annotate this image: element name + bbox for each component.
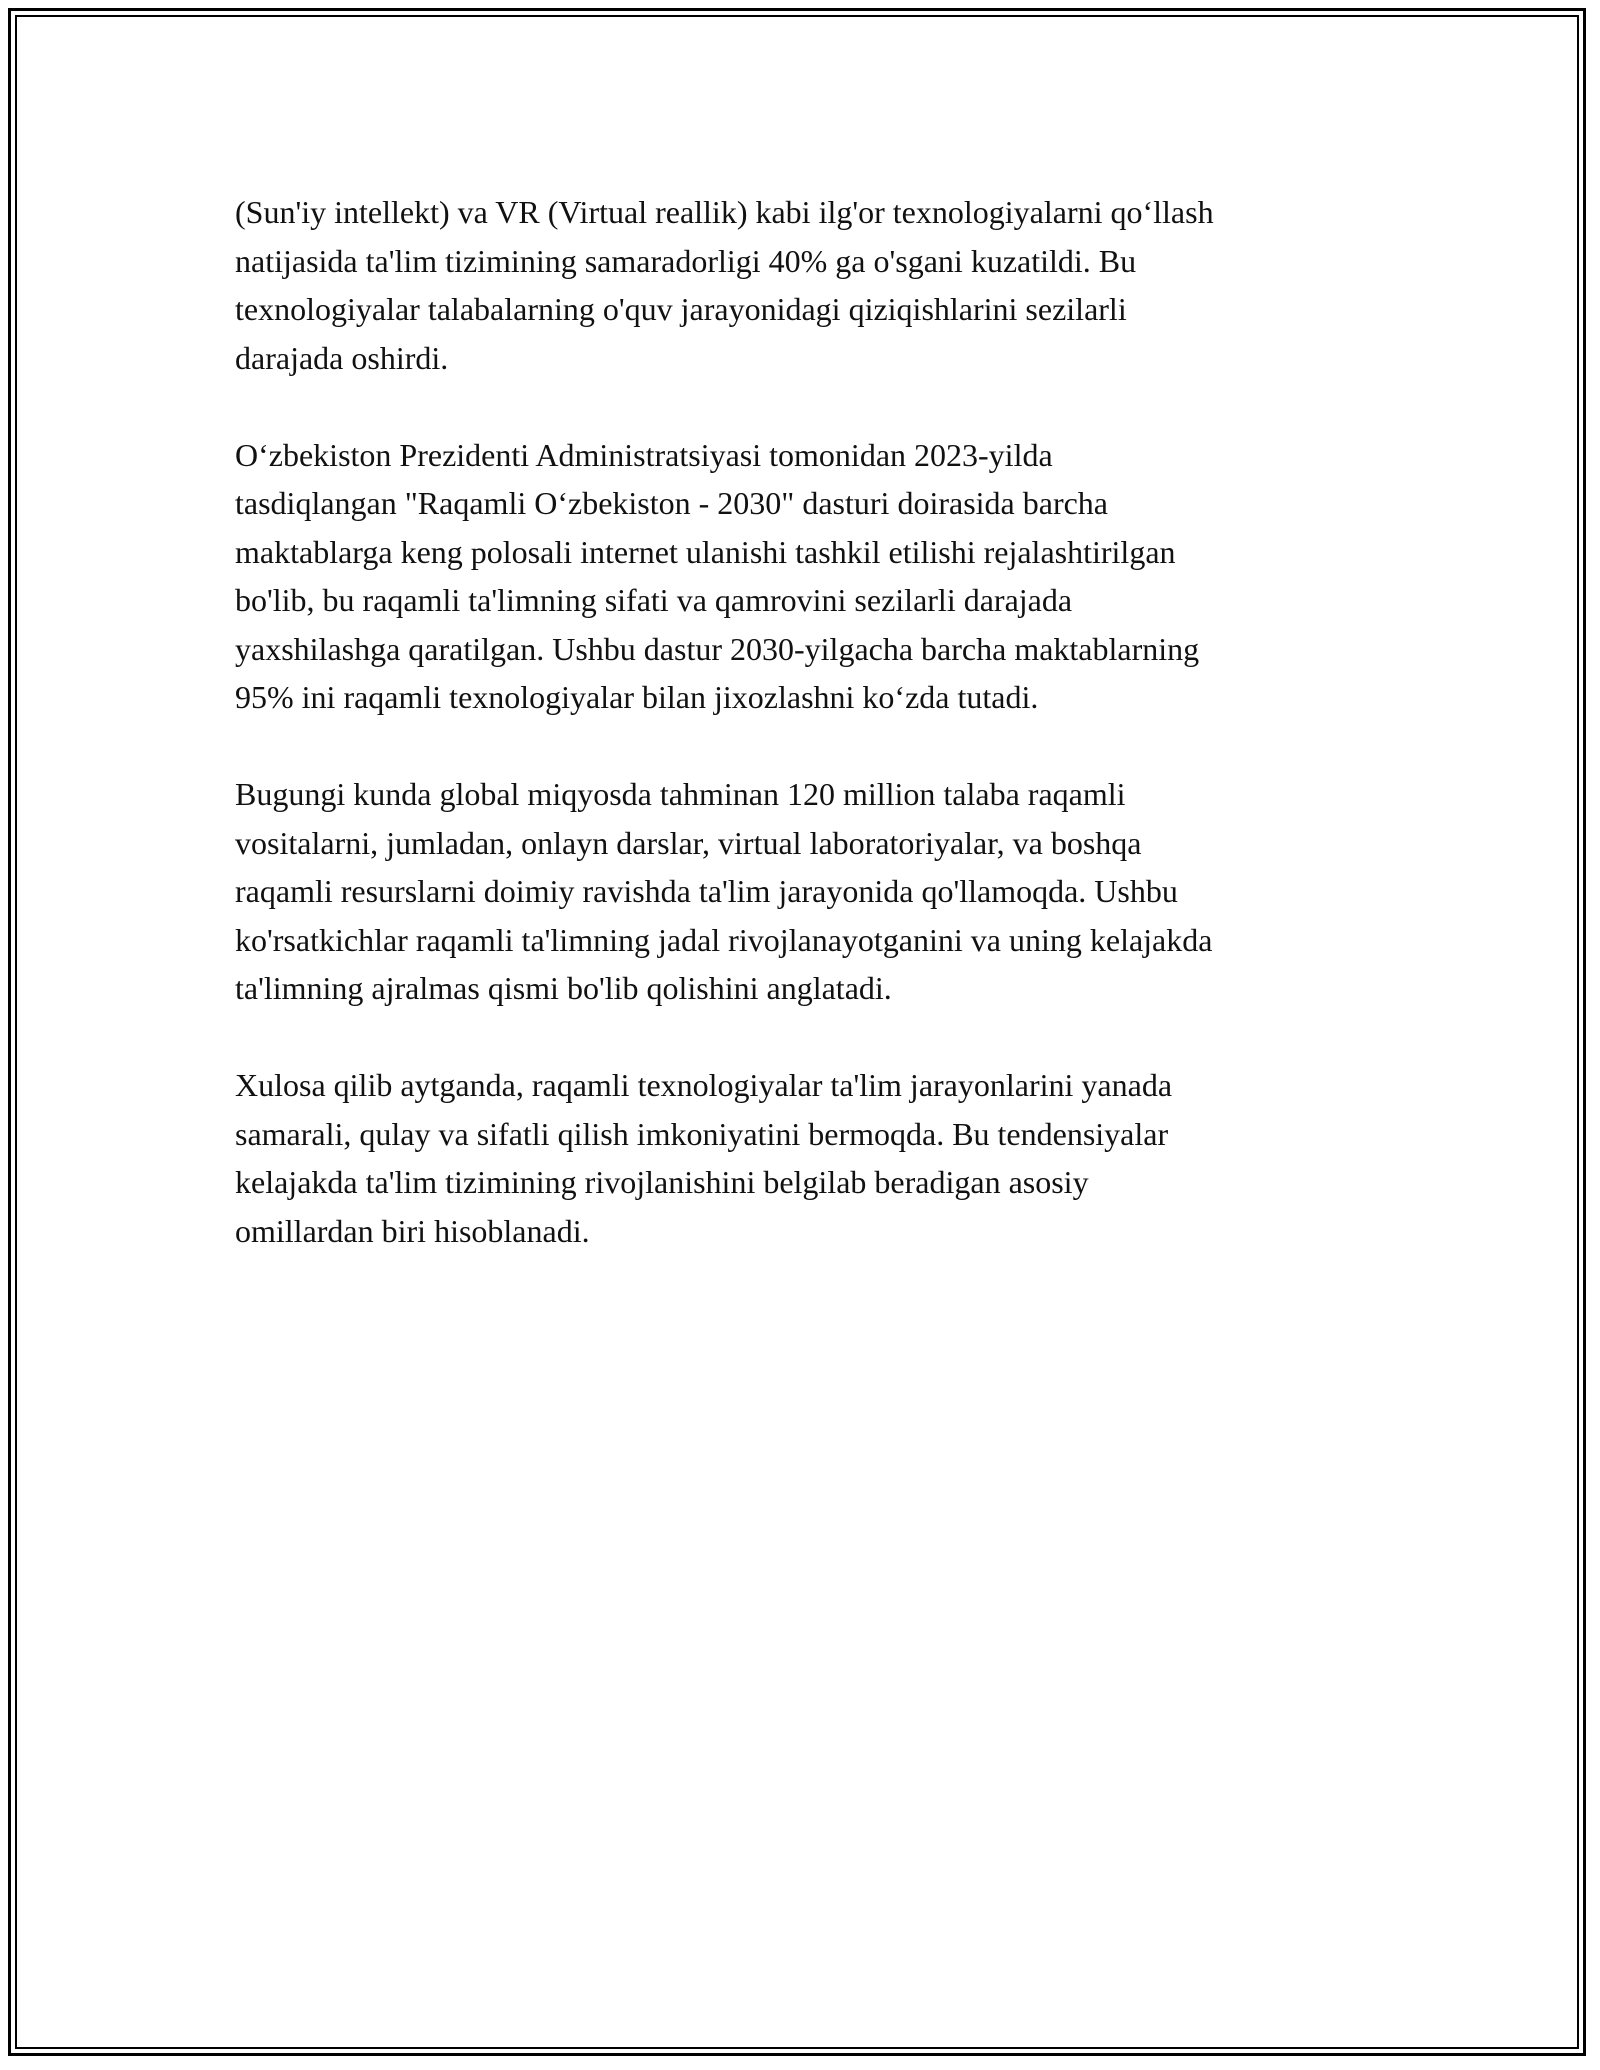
paragraph-3 xyxy=(235,770,1375,1013)
text-line: darajada oshirdi. xyxy=(235,339,449,376)
text-line: raqamli resurslarni doimiy ravishda ta'lim jarayonida qo'llamoqda. Ushbu xyxy=(235,873,1178,909)
text-line: (Sun'iy intellekt) va VR (Virtual reallik) kabi ilg'or texnologiyalarni qo‘llash xyxy=(235,194,1214,230)
text-line: maktablarga keng polosali internet ulanishi tashkil etilishi rejalashtirilgan xyxy=(235,533,1176,570)
text-line: Bugungi kunda global miqyosda tahminan 120 million talaba raqamli xyxy=(235,776,1126,812)
paragraph-2 xyxy=(235,431,1375,722)
text-line: Xulosa qilib aytganda, raqamli texnologiyalar ta'lim jarayonlarini yanada xyxy=(235,1067,1173,1103)
paragraph-4 xyxy=(235,1061,1375,1255)
text-line: yaxshilashga qaratilgan. Ushbu dastur 2030-yilgacha barcha maktablarning xyxy=(235,630,1200,667)
text-line: kelajakda ta'lim tizimining rivojlanishini belgilab beradigan asosiy xyxy=(235,1164,1089,1200)
text-line: samarali, qulay va sifatli qilish imkoniyatini bermoqda. Bu tendensiyalar xyxy=(235,1115,1169,1152)
text-line: bo'lib, bu raqamli ta'limning sifati va qamrovini sezilarli darajada xyxy=(235,582,1073,618)
document-body xyxy=(235,188,1375,1304)
text-line: ko'rsatkichlar raqamli ta'limning jadal rivojlanayotganini va uning kelajakda xyxy=(235,921,1213,958)
text-line: omillardan biri hisoblanadi. xyxy=(235,1212,590,1249)
paragraph-1 xyxy=(235,188,1375,382)
text-line: 95% ini raqamli texnologiyalar bilan jixozlashni ko‘zda tutadi. xyxy=(235,679,1039,715)
text-line: O‘zbekiston Prezidenti Administratsiyasi tomonidan 2023-yilda xyxy=(235,436,1053,473)
text-line: vositalarni, jumladan, onlayn darslar, virtual laboratoriyalar, va boshqa xyxy=(235,824,1142,861)
text-line: ta'limning ajralmas qismi bo'lib qolishini anglatadi. xyxy=(235,970,892,1006)
text-line: texnologiyalar talabalarning o'quv jarayonidagi qiziqishlarini sezilarli xyxy=(235,291,1127,327)
text-line: tasdiqlangan "Raqamli O‘zbekiston - 2030" dasturi doirasida barcha xyxy=(235,485,1108,521)
text-line: natijasida ta'lim tizimining samaradorligi 40% ga o'sgani kuzatildi. Bu xyxy=(235,242,1137,279)
